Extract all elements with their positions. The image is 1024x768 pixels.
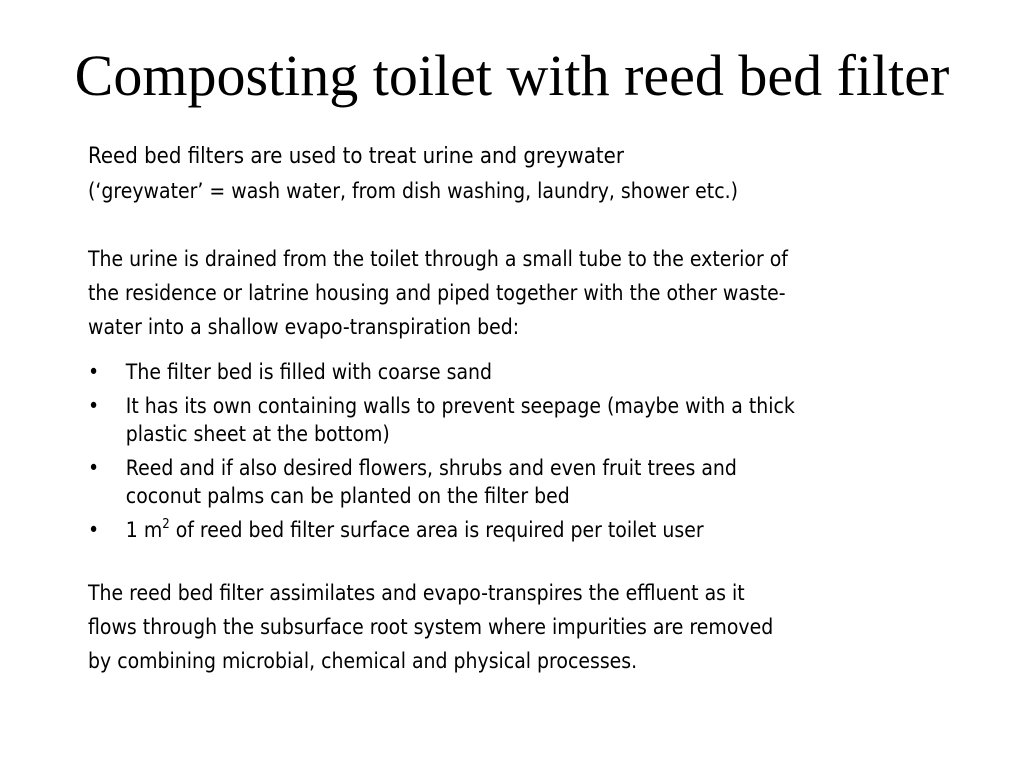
area-requirement-text: of reed bed filter surface area is required per toilet user xyxy=(169,518,704,542)
bullet-text: It has its own containing walls to prevent seepage (maybe with a thick xyxy=(125,394,795,418)
urine-paragraph xyxy=(88,242,934,344)
bullet-marker: • xyxy=(88,360,100,384)
bullet-item xyxy=(88,516,934,544)
bullet-item xyxy=(88,358,934,386)
bullet-marker: • xyxy=(88,394,100,418)
bullet-marker: • xyxy=(88,518,100,542)
superscript-exponent: 2 xyxy=(162,517,170,532)
greywater-definition: (‘greywater’ = wash water, from dish washing, laundry, shower etc.) xyxy=(88,179,738,203)
intro-line: Reed bed filters are used to treat urine and greywater xyxy=(88,144,624,169)
bullet-text xyxy=(126,516,934,544)
spacer xyxy=(88,208,934,242)
paragraph-line: water into a shallow evapo-transpiration bed: xyxy=(88,315,520,339)
slide-body xyxy=(88,140,934,678)
paragraph-line: the residence or latrine housing and piped together with the other waste- xyxy=(88,281,786,305)
bullet-item xyxy=(88,392,934,448)
bullet-list xyxy=(88,358,934,544)
conclusion-paragraph xyxy=(88,576,934,678)
paragraph-line: by combining microbial, chemical and physical processes. xyxy=(88,649,638,673)
bullet-text: The filter bed is filled with coarse sand xyxy=(125,360,493,384)
bullet-marker: • xyxy=(88,456,100,480)
bullet-item xyxy=(88,454,934,510)
area-value: 1 m xyxy=(125,518,163,542)
bullet-text: Reed and if also desired flowers, shrubs and even fruit trees and xyxy=(125,456,737,480)
paragraph-line: flows through the subsurface root system where impurities are removed xyxy=(88,615,774,639)
slide-title: Composting toilet with reed bed filter xyxy=(74,43,950,108)
paragraph-line: The urine is drained from the toilet through a small tube to the exterior of xyxy=(88,247,788,271)
bullet-text: coconut palms can be planted on the filter bed xyxy=(125,484,570,508)
bullet-text: plastic sheet at the bottom) xyxy=(125,422,390,446)
spacer xyxy=(88,550,934,576)
paragraph-line: The reed bed filter assimilates and evapo-transpires the effluent as it xyxy=(88,581,745,605)
